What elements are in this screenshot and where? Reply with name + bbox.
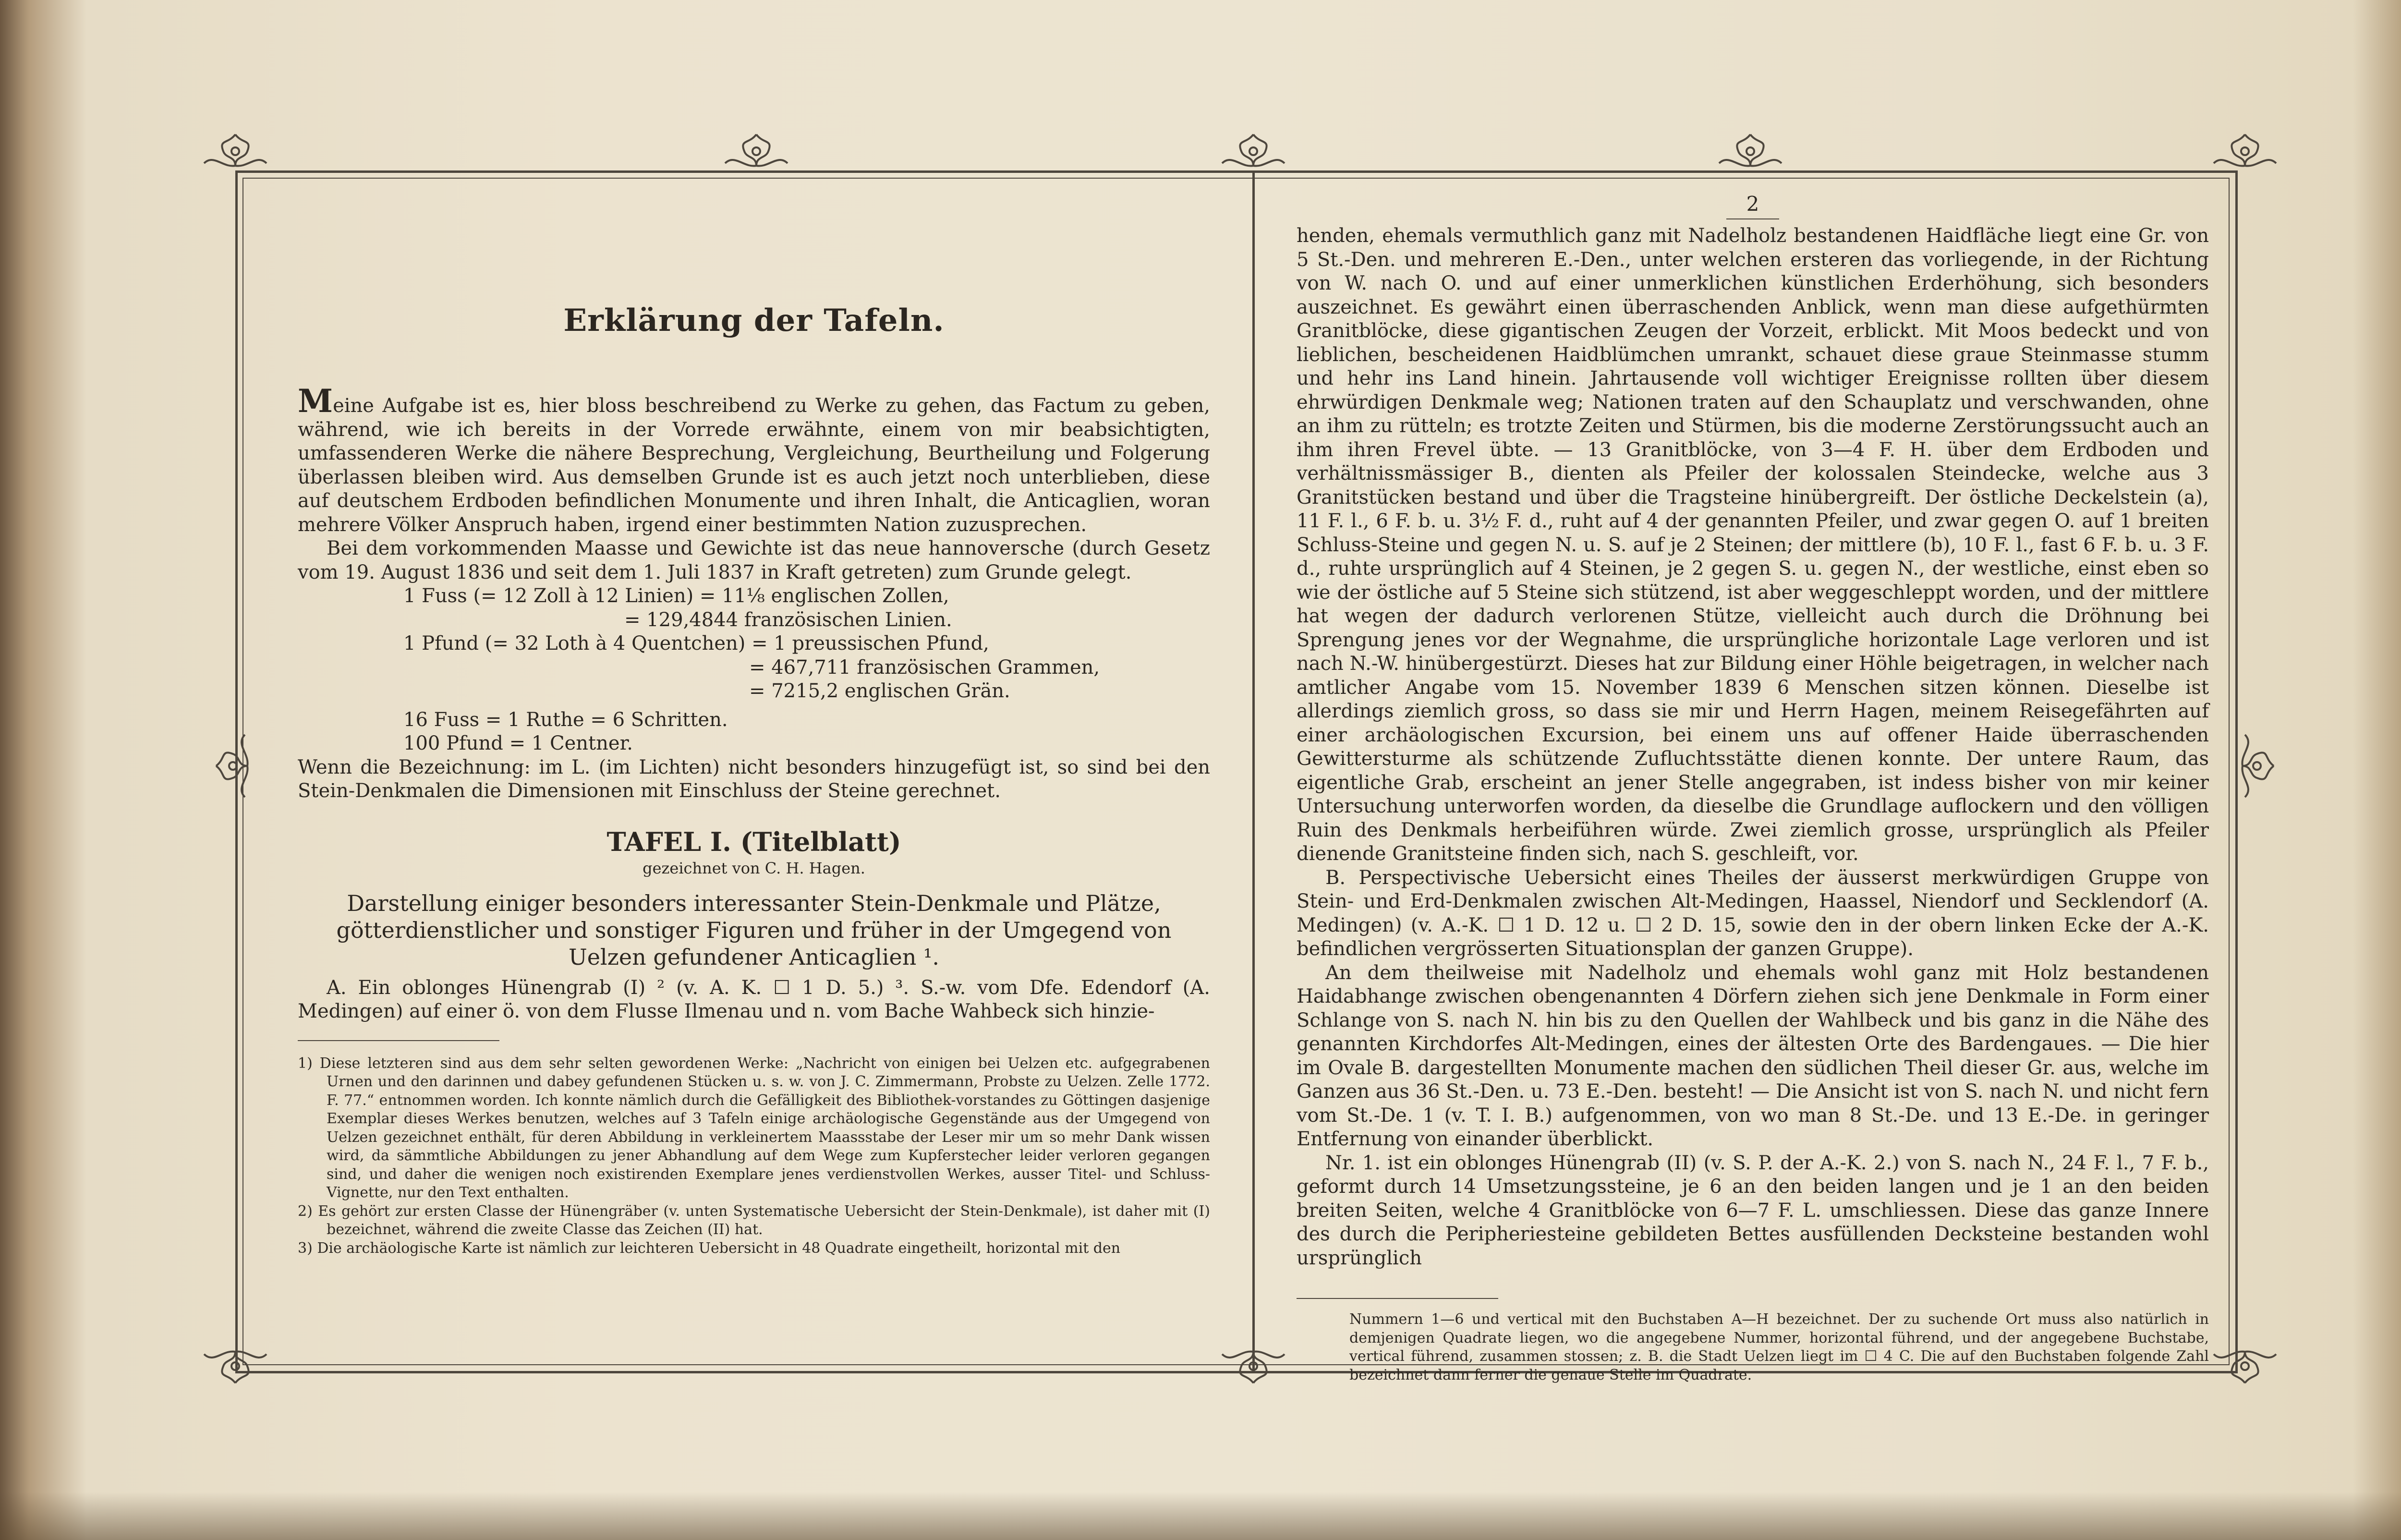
ornament-mid-right — [2235, 730, 2279, 802]
measure-row: = 7215,2 englischen Grän. — [749, 680, 1010, 702]
right-page — [1297, 192, 2209, 1384]
ornament-top-center-right — [1714, 130, 1786, 173]
measure-row: 1 Fuss (= 12 Zoll à 12 Linien) = 11⅛ englischen Zollen, — [403, 585, 949, 607]
footnote-3: 3) Die archäologische Karte ist nämlich zur leichteren Uebersicht in 48 Quadrate eingetheilt, horizontal mit den — [298, 1239, 1121, 1257]
measure-row: 1 Pfund (= 32 Loth à 4 Quentchen) = 1 preussischen Pfund, — [403, 632, 989, 655]
intro-text: eine Aufgabe ist es, hier bloss beschreibend zu Werke zu gehen, das Factum zu geben, während, wie ich bereits in der Vorrede erwähnte, einem von mir beabsichtigten, umfassenderen Werke die nähere Besprechung, Vergleichung, Beurtheilung und Folgerung überlassen bleiben wird. Aus demselben Grunde ist es auch jetzt noch unterblieben, diese auf deutschem Erdboden befindlichen Monumente und ihren Inhalt, die Anticaglien, woran mehrere Völker Anspruch haben, irgend einer bestimmten Nation zuzusprechen. — [298, 395, 1210, 536]
page-title: Erklärung der Tafeln. — [563, 303, 945, 339]
intro-paragraph — [298, 382, 1210, 537]
footnote-2: 2) Es gehört zur ersten Classe der Hünengräber (v. unten Systematische Uebersicht der Stein-Denkmale), ist daher mit (I) bezeichnet, während die zweite Classe das Zeichen (II) hat. — [298, 1202, 1210, 1238]
ornament-mid-left — [211, 730, 255, 802]
ornament-bottom-center — [1217, 1345, 1289, 1388]
tafel-heading: TAFEL I. (Titelblatt) — [606, 826, 901, 857]
measures-intro: Bei dem vorkommenden Maasse und Gewichte ist das neue hannoversche (durch Gesetz vom 19. August 1836 und seit dem 1. Juli 1837 in Kraft getreten) zum Grunde gelegt. — [298, 537, 1210, 583]
tafel-description: Darstellung einiger besonders interessanter Stein-Denkmale und Plätze, götterdienstlicher und sonstiger Figuren und früher in der Umgegend von Uelzen gefundener Anticaglien ¹. — [336, 890, 1172, 970]
spacer — [298, 703, 1210, 708]
ornament-bottom-left — [199, 1345, 271, 1388]
ornament-bottom-right — [2209, 1345, 2281, 1388]
ornament-top-left — [199, 130, 271, 173]
footnote-rule — [298, 1040, 499, 1041]
page-number: 2 — [1746, 192, 1759, 216]
footnote-rule — [1297, 1298, 1498, 1299]
page-number-rule — [1726, 218, 1779, 219]
page-divider — [1252, 173, 1255, 1371]
nr1-paragraph: Nr. 1. ist ein oblonges Hünengrab (II) (v. S. P. der A.-K. 2.) von S. nach N., 24 F. l., 7 F. b., geformt durch 14 Umsetzungssteine, je 6 an den beiden langen und je 1 an den beiden breiten Seiten, welche 4 Granitblöcke von 6—7 F. L. umschliessen. Diese das ganze Innere des durch die Peripheriesteine gebildeten Bettes ausfüllenden Decksteine bestanden wohl ursprünglich — [1297, 1152, 2209, 1269]
measure-row: = 129,4844 französischen Linien. — [624, 608, 952, 631]
gruppe-paragraph: An dem theilweise mit Nadelholz und ehemals wohl ganz mit Holz bestandenen Haidabhange zwischen obengenannten 4 Dörfern ziehen sich jene Denkmale in Form einer Schlange von S. nach N. hin bis zu den Quellen der Wahlbeck und bis ganz in die Nähe des genannten Kirchdorfes Alt-Medingen, eines der ältesten Orte des Bardengaues. — Die hier im Ovale B. dargestellten Monumente machen den südlichen Theil dieser Gr. aus, welche im Ganzen aus 36 St.-Den. u. 73 E.-Den. besteht! — Die Ansicht ist von S. nach N. und nicht fern vom St.-De. 1 (v. T. I. B.) aufgenommen, von wo man 8 St.-De. und 13 E.-De. in geringer Entfernung von einander überblickt. — [1297, 961, 2209, 1150]
item-a-paragraph: A. Ein oblonges Hünengrab (I) ² (v. A. K. ☐ 1 D. 5.) ³. S.-w. vom Dfe. Edendorf (A. Medingen) auf einer ö. von dem Flusse Ilmenau und n. vom Bache Wahbeck sich hinzie- — [298, 976, 1210, 1022]
measure-row: = 467,711 französischen Grammen, — [749, 656, 1100, 679]
footnote-3-continued: Nummern 1—6 und vertical mit den Buchstaben A—H bezeichnet. Der zu suchende Ort muss also natürlich in demjenigen Quadrate liegen, wo die angegebene Nummer, horizontal führend, und der angegebene Buchstabe, vertical führend, zusammen stossen; z. B. die Stadt Uelzen liegt im ☐ 4 C. Die auf den Buchstaben folgende Zahl bezeichnet dann ferner die genaue Stelle im Quadrate. — [1349, 1311, 2209, 1383]
tafel-credit: gezeichnet von C. H. Hagen. — [643, 859, 865, 877]
ornament-top-center-left — [720, 130, 792, 173]
footnote-1: 1) Diese letzteren sind aus dem sehr selten gewordenen Werke: „Nachricht von einigen bei Uelzen etc. aufgegrabenen Urnen und den darinnen und dabey gefundenen Stücken u. s. w. von J. C. Zimmermann, Probste zu Uelzen. Zelle 1772. F. 77.“ entnommen worden. Ich konnte nämlich durch die Gefälligkeit des Bibliothek-vorstandes zu Göttingen dasjenige Exemplar dieses Werkes benutzen, welches auf 3 Tafeln einige archäologische Gegenstände aus der Umgegend von Uelzen gezeichnet enthält, für deren Abbildung in verkleinertem Maassstabe der Leser mir um so mehr Dank wissen wird, da sämmtliche Abbildungen zu jener Abhandlung auf dem Wege zum Kupferstecher leider verloren gegangen sind, und daher die wenigen noch existirenden Exemplare jenes verdienstvollen Werkes, ausser Titel- und Schluss-Vignette, nur den Text enthalten. — [298, 1055, 1210, 1201]
drop-cap: M — [298, 382, 333, 420]
item-b-paragraph: B. Perspectivische Uebersicht eines Theiles der äusserst merkwürdigen Gruppe von Stein- und Erd-Denkmalen zwischen Alt-Medingen, Haassel, Niendorf und Secklendorf (A. Medingen) (v. A.-K. ☐ 1 D. 12 u. ☐ 2 D. 15, sowie den in der obern linken Ecke der A.-K. befindlichen vergrösserten Situationsplan der ganzen Gruppe). — [1297, 866, 2209, 960]
bezeichnung-paragraph: Wenn die Bezeichnung: im L. (im Lichten) nicht besonders hinzugefügt ist, so sind bei den Stein-Denkmalen die Dimensionen mit Einschluss der Steine gerechnet. — [298, 756, 1210, 802]
left-page — [298, 226, 1210, 1258]
ornament-top-right — [2209, 130, 2281, 173]
ornament-top-center — [1217, 130, 1289, 173]
continuation-paragraph: henden, ehemals vermuthlich ganz mit Nadelholz bestandenen Haidfläche liegt eine Gr. von 5 St.-Den. und mehreren E.-Den., unter welchen ersteren das vorliegende, in der Richtung von W. nach O. und auf einer unmerklichen künstlichen Erderhöhung, sich besonders auszeichnet. Es gewährt einen überraschenden Anblick, wenn man diese aufgethürmten Granitblöcke, diese gigantischen Zeugen der Vorzeit, erblickt. Mit Moos bedeckt und von lieblichen, bescheidenen Haidblümchen umrankt, schauet diese graue Steinmasse stumm und hehr ins Land hinein. Jahrtausende voll wichtiger Ereignisse rollten über diesem ehrwürdigen Denkmale weg; Nationen traten auf den Schauplatz und verschwanden, ohne an ihm zu rütteln; es trotzte Zeiten und Stürmen, bis die moderne Zerstörungssucht auch an ihm ihren Frevel übte. — 13 Granitblöcke, von 3—4 F. H. über dem Erdboden und verhältnissmässiger B., dienten als Pfeiler der kolossalen Steindecke, welche aus 3 Granitstücken bestand und über die Tragsteine hinübergreift. Der östliche Deckelstein (a), 11 F. l., 6 F. b. u. 3½ F. d., ruht auf 4 der genannten Pfeiler, und zwar gegen O. auf 1 breiten Schluss-Steine und gegen N. u. S. auf je 2 Steinen; der mittlere (b), 10 F. l., fast 6 F. b. u. 3 F. d., ruhte ursprünglich auf 4 Steinen, je 2 gegen S. u. gegen N., der westliche, einst eben so wie der östliche auf 5 Steine sich stützend, ist aber weggeschleppt worden, und der mittlere hat wegen der dadurch verlorenen Stütze, vielleicht auch durch die Dröhnung bei Sprengung jenes vor der Wegnahme, die ursprüngliche horizontale Lage verloren und ist nach N.-W. hinübergestürzt. Dieses hat zur Bildung einer Höhle beigetragen, in welcher nach amtlicher Angabe vom 15. November 1839 6 Menschen sitzen können. Dieselbe ist allerdings ziemlich gross, so dass sie mir und Herrn Hagen, meinem Reisegefährten auf einer archäologischen Excursion, bei einem uns auf offener Haide überraschenden Gewittersturme als schützende Zufluchtsstätte dienen konnte. Der untere Raum, das eigentliche Grab, erscheint an jener Stelle angegraben, ist indess bisher von mir keiner Untersuchung unterworfen worden, da dieselbe die Grundlage auflockern und den völligen Ruin des Denkmals herbeiführen würde. Zwei ziemlich grosse, ursprünglich als Pfeiler dienende Granitsteine finden sich, nach S. geschleift, vor. — [1297, 225, 2209, 865]
measure-row: 100 Pfund = 1 Centner. — [403, 732, 633, 754]
measure-row: 16 Fuss = 1 Ruthe = 6 Schritten. — [403, 708, 728, 731]
